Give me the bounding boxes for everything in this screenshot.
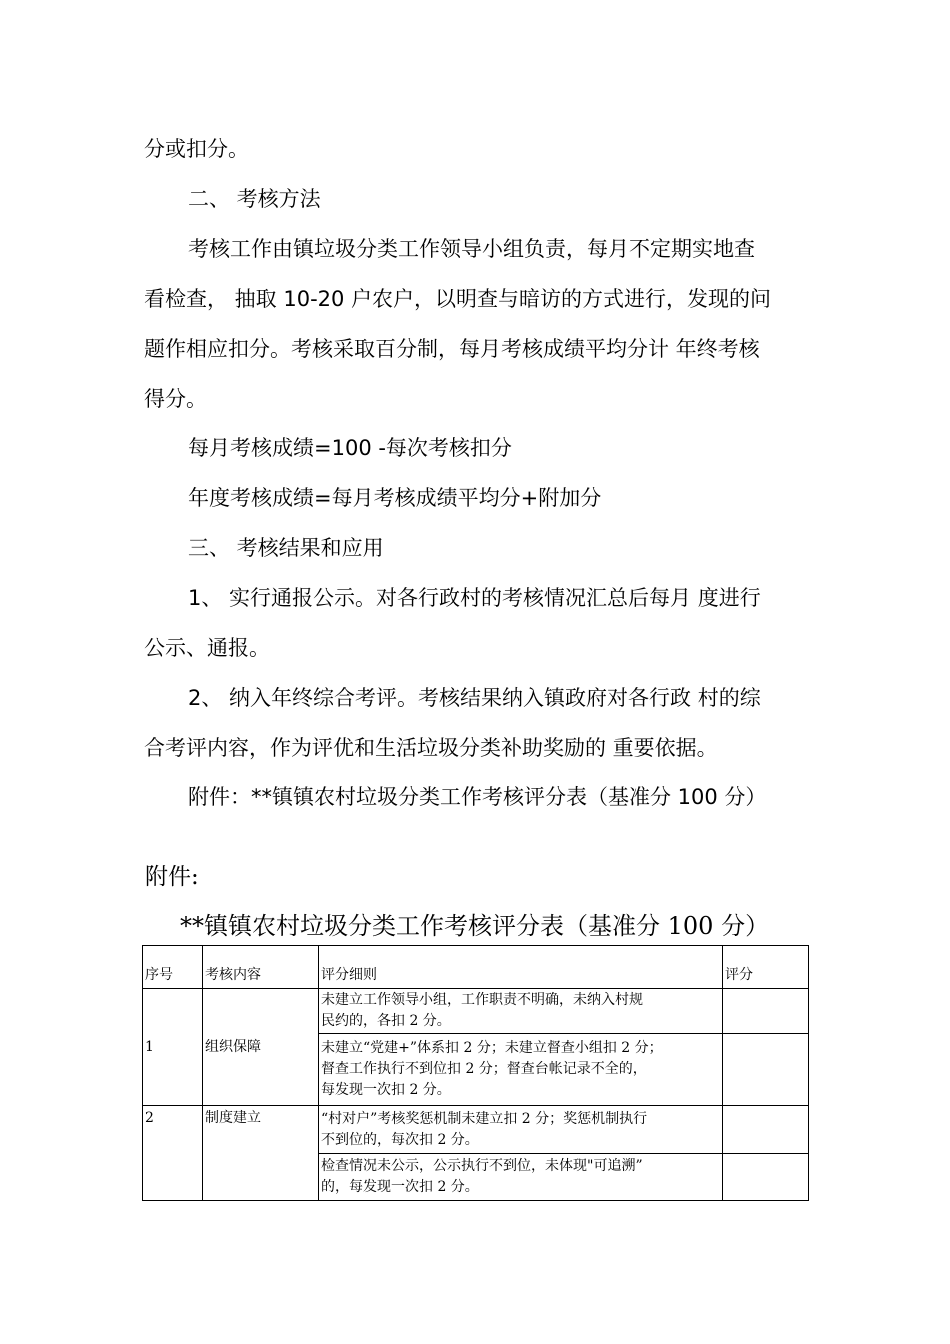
paragraph-line: 得分。 xyxy=(144,387,207,411)
rule-cell xyxy=(319,1154,723,1201)
formula-line: 年度考核成绩=每月考核成绩平均分+附加分 xyxy=(188,486,602,510)
row-content: 组织保障 xyxy=(203,989,319,1106)
header-rules: 评分细则 xyxy=(319,946,723,989)
paragraph-line: 看检查， 抽取 10-20 户农户，以明查与暗访的方式进行，发现的问 xyxy=(144,287,772,311)
annex-reference: 附件：**镇镇农村垃圾分类工作考核评分表（基准分 100 分） xyxy=(188,785,767,809)
formula-line: 每月考核成绩=100 -每次考核扣分 xyxy=(188,436,512,460)
rule-line: 的，每发现一次扣 2 分。 xyxy=(321,1179,479,1195)
score-cell[interactable] xyxy=(723,989,809,1034)
header-no: 序号 xyxy=(143,946,203,989)
section-heading: 三、 考核结果和应用 xyxy=(188,536,384,560)
paragraph-line: 分或扣分。 xyxy=(144,137,249,161)
rule-line: 不到位的，每次扣 2 分。 xyxy=(321,1131,479,1148)
scoring-table xyxy=(142,945,809,1201)
row-content: 制度建立 xyxy=(203,1106,319,1201)
rule-line: 检查情况未公示，公示执行不到位，未体现"可追溯” xyxy=(321,1158,643,1174)
score-cell[interactable] xyxy=(723,1154,809,1201)
table-header-row xyxy=(143,946,809,989)
header-score: 评分 xyxy=(723,946,809,989)
rule-line: 未建立工作领导小组，工作职责不明确，未纳入村规 xyxy=(321,992,643,1008)
row-number: 2 xyxy=(143,1106,203,1201)
paragraph-line: 2、 纳入年终综合考评。考核结果纳入镇政府对各行政 村的综 xyxy=(188,686,761,710)
header-content: 考核内容 xyxy=(203,946,319,989)
page-cutoff xyxy=(140,1214,820,1344)
rule-line: 未建立“党建+”体系扣 2 分；未建立督查小组扣 2 分； xyxy=(321,1040,663,1056)
paragraph-line: 合考评内容，作为评优和生活垃圾分类补助奖励的 重要依据。 xyxy=(144,736,718,760)
rule-line: “村对户”考核奖惩机制未建立扣 2 分；奖惩机制执行 xyxy=(321,1110,648,1127)
paragraph-line: 1、 实行通报公示。对各行政村的考核情况汇总后每月 度进行 xyxy=(188,586,761,610)
row-number: 1 xyxy=(143,989,203,1106)
section-heading: 二、 考核方法 xyxy=(188,187,321,211)
rule-cell xyxy=(319,1034,723,1106)
score-cell[interactable] xyxy=(723,1034,809,1106)
table-title: **镇镇农村垃圾分类工作考核评分表（基准分 100 分） xyxy=(180,912,770,940)
paragraph-line: 题作相应扣分。考核采取百分制，每月考核成绩平均分计 年终考核 xyxy=(144,337,760,361)
rule-cell xyxy=(319,1106,723,1154)
paragraph-line: 考核工作由镇垃圾分类工作领导小组负责，每月不定期实地查 xyxy=(188,237,755,261)
rule-line: 督查工作执行不到位扣 2 分；督查台帐记录不全的， xyxy=(321,1061,647,1077)
rule-line: 民约的，各扣 2 分。 xyxy=(321,1013,451,1029)
score-cell[interactable] xyxy=(723,1106,809,1154)
annex-label: 附件: xyxy=(145,864,199,890)
table-row xyxy=(143,1106,809,1154)
rule-line: 每发现一次扣 2 分。 xyxy=(321,1082,451,1098)
table-row xyxy=(143,989,809,1034)
paragraph-line: 公示、通报。 xyxy=(144,636,270,660)
rule-cell xyxy=(319,989,723,1034)
